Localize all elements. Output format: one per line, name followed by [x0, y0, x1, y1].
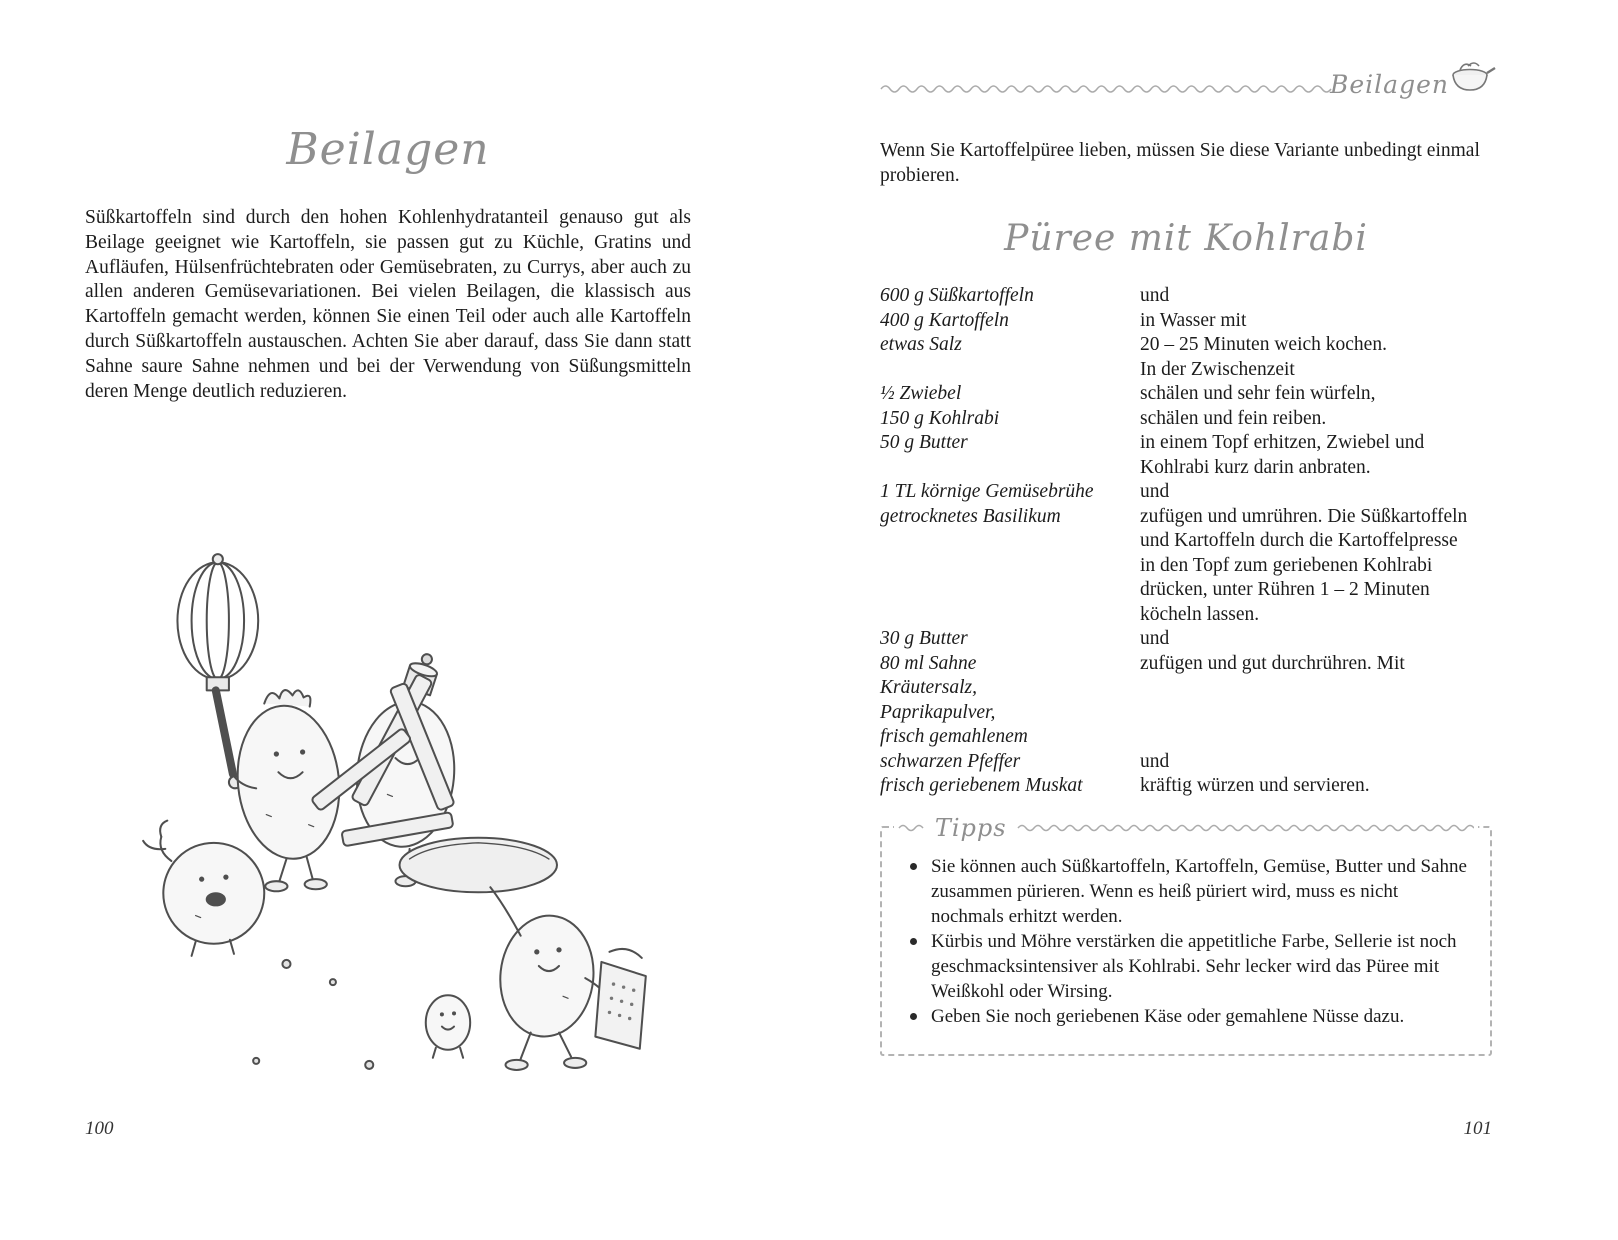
- recipe-row: [880, 407, 1492, 432]
- ingredient-cell: 600 g Süßkartoffeln: [880, 285, 1034, 306]
- page-number-right: 101: [1463, 1118, 1492, 1139]
- ingredient-cell: 50 g Butter: [880, 432, 968, 453]
- tips-title: Tipps: [934, 814, 1007, 842]
- instruction-cell: [1140, 701, 1492, 726]
- tips-list: [908, 854, 1472, 1029]
- recipe-table: [880, 284, 1492, 799]
- ingredient-cell: frisch geriebenem Muskat: [880, 775, 1083, 796]
- ingredient-cell: [880, 529, 1140, 554]
- instruction-cell: und: [1140, 628, 1170, 649]
- ingredient-cell: [880, 578, 1140, 603]
- recipe-row: [880, 603, 1492, 628]
- potato-characters-illustration: [135, 540, 660, 1075]
- recipe-row: [880, 505, 1492, 530]
- recipe-row: [880, 529, 1492, 554]
- recipe-row: [880, 701, 1492, 726]
- recipe-row: [880, 750, 1492, 775]
- left-intro-paragraph: Süßkartoffeln sind durch den hohen Kohlenhydratanteil genauso gut als Beilage geeignet wie Kartoffeln, sie passen gut zu Küchle, Gratins und Aufläufen, Hülsenfrüchtebraten oder Gemüsebraten, zu Currys, aber auch zu allen anderen Gemüsevariationen. Bei vielen Beilagen, die klassisch aus Kartoffeln gemacht werden, können Sie einen Teil oder auch alle Kartoffeln durch Süßkartoffeln austauschen. Achten Sie aber darauf, dass Sie dann statt Sahne saure Sahne nehmen und bei der Verwendung von Süßungsmitteln deren Menge deutlich reduzieren.: [85, 207, 691, 402]
- instruction-cell: köcheln lassen.: [1140, 603, 1260, 625]
- ingredient-cell: ½ Zwiebel: [880, 383, 962, 404]
- ingredient-cell: 150 g Kohlrabi: [880, 407, 1000, 429]
- ingredient-cell: 80 ml Sahne: [880, 652, 977, 674]
- ingredient-cell: etwas Salz: [880, 334, 962, 355]
- bullet-icon: [910, 1013, 917, 1020]
- ingredient-cell: Kräutersalz,: [880, 677, 977, 698]
- instruction-cell: schälen und sehr fein würfeln,: [1140, 383, 1376, 404]
- ingredient-cell: Paprikapulver,: [880, 701, 996, 723]
- recipe-row: [880, 456, 1492, 481]
- instruction-cell: und: [1140, 750, 1170, 772]
- tip-text: Sie können auch Süßkartoffeln, Kartoffeln, Gemüse, Butter und Sahne zusammen pürieren. Wenn es heiß püriert wird, muss es nicht nochmals erhitzt werden.: [931, 856, 1467, 927]
- page-number-left: 100: [85, 1118, 114, 1139]
- instruction-cell: in Wasser mit: [1140, 309, 1247, 331]
- instruction-cell: kräftig würzen und servieren.: [1140, 775, 1370, 796]
- ingredient-cell: 30 g Butter: [880, 628, 968, 649]
- pan-icon: [1448, 58, 1496, 105]
- recipe-title: Püree mit Kohlrabi: [1004, 218, 1368, 259]
- chapter-label: Beilagen: [1330, 70, 1449, 99]
- instruction-cell: [1140, 676, 1492, 701]
- recipe-row: [880, 431, 1492, 456]
- recipe-row: [880, 652, 1492, 677]
- ingredient-cell: 1 TL körnige Gemüsebrühe: [880, 481, 1094, 502]
- instruction-cell: zufügen und gut durchrühren. Mit: [1140, 652, 1405, 674]
- instruction-cell: drücken, unter Rühren 1 – 2 Minuten: [1140, 579, 1430, 600]
- recipe-row: [880, 627, 1492, 652]
- tip-item: [908, 929, 1472, 1004]
- tip-item: [908, 1004, 1472, 1029]
- instruction-cell: in einem Topf erhitzen, Zwiebel und: [1140, 432, 1425, 453]
- instruction-cell: In der Zwischenzeit: [1140, 358, 1295, 380]
- left-page-title: Beilagen: [286, 124, 490, 175]
- recipe-row: [880, 358, 1492, 383]
- recipe-row: [880, 578, 1492, 603]
- instruction-cell: schälen und fein reiben.: [1140, 407, 1327, 429]
- recipe-intro: Wenn Sie Kartoffelpüree lieben, müssen Sie diese Variante unbedingt einmal probieren.: [880, 140, 1480, 186]
- recipe-row: [880, 725, 1492, 750]
- recipe-row: [880, 284, 1492, 309]
- ingredient-cell: [880, 456, 1140, 481]
- recipe-row: [880, 309, 1492, 334]
- ingredient-cell: getrocknetes Basilikum: [880, 505, 1061, 527]
- recipe-row: [880, 333, 1492, 358]
- recipe-row: [880, 480, 1492, 505]
- tips-wave-right: [1017, 822, 1474, 834]
- tips-header: [894, 816, 1478, 840]
- recipe-row: [880, 774, 1492, 799]
- ingredient-cell: frisch gemahlenem: [880, 726, 1028, 747]
- instruction-cell: Kohlrabi kurz darin anbraten.: [1140, 456, 1371, 478]
- tip-item: [908, 854, 1472, 929]
- tip-text: Kürbis und Möhre verstärken die appetitliche Farbe, Sellerie ist noch geschmacksintensiver als Kohlrabi. Sehr lecker wird das Püree mit Weißkohl oder Wirsing.: [931, 931, 1457, 1002]
- instruction-cell: und: [1140, 285, 1170, 306]
- bullet-icon: [910, 938, 917, 945]
- ingredient-cell: [880, 554, 1140, 579]
- instruction-cell: 20 – 25 Minuten weich kochen.: [1140, 334, 1387, 355]
- tips-wave-left: [898, 822, 925, 834]
- header-wavy-rule: [880, 82, 1340, 96]
- tips-box: [880, 814, 1492, 1056]
- instruction-cell: in den Topf zum geriebenen Kohlrabi: [1140, 554, 1433, 576]
- ingredient-cell: schwarzen Pfeffer: [880, 750, 1021, 772]
- instruction-cell: [1140, 725, 1492, 750]
- instruction-cell: zufügen und umrühren. Die Süßkartoffeln: [1140, 505, 1468, 527]
- recipe-row: [880, 676, 1492, 701]
- recipe-row: [880, 554, 1492, 579]
- instruction-cell: und: [1140, 481, 1170, 502]
- recipe-row: [880, 382, 1492, 407]
- ingredient-cell: [880, 603, 1140, 628]
- ingredient-cell: [880, 358, 1140, 383]
- instruction-cell: und Kartoffeln durch die Kartoffelpresse: [1140, 530, 1458, 551]
- bullet-icon: [910, 863, 917, 870]
- ingredient-cell: 400 g Kartoffeln: [880, 309, 1009, 331]
- tip-text: Geben Sie noch geriebenen Käse oder gemahlene Nüsse dazu.: [931, 1006, 1405, 1027]
